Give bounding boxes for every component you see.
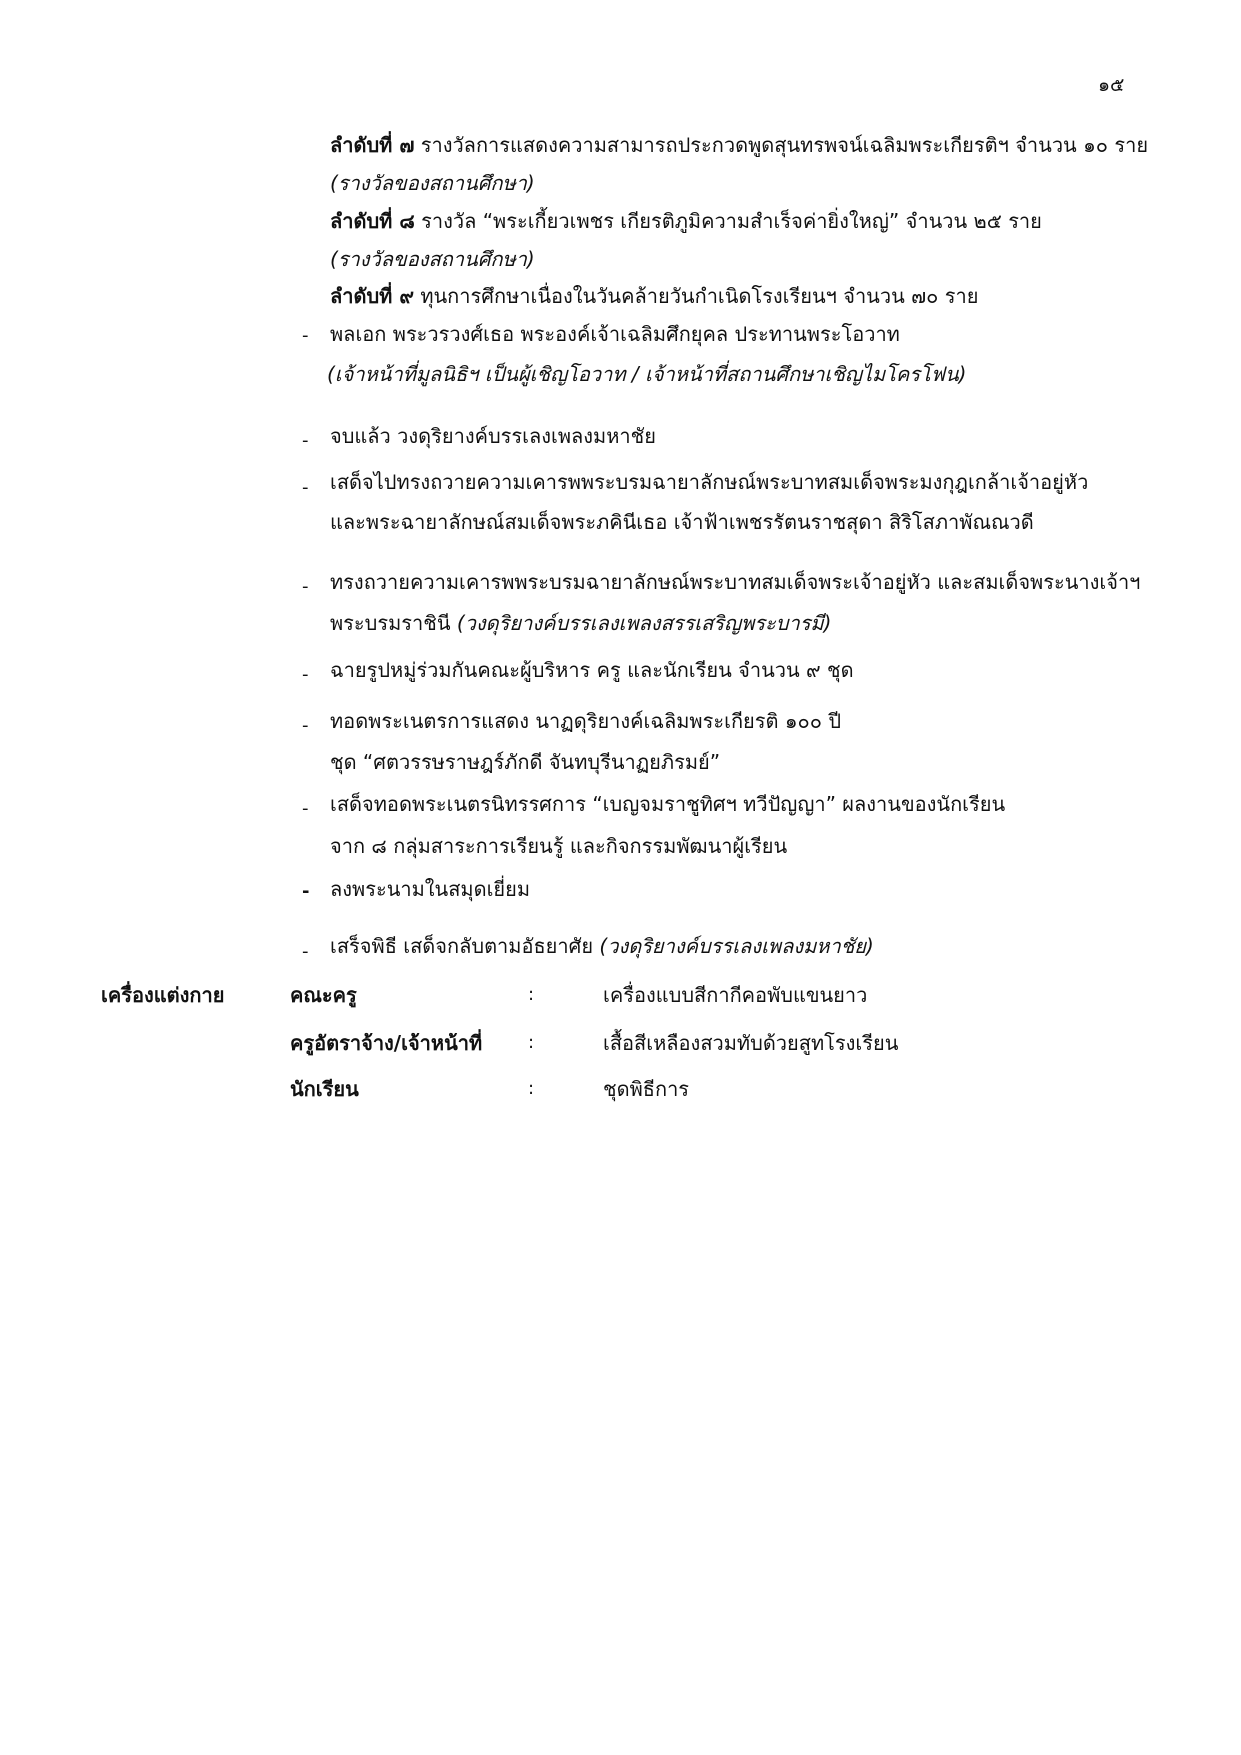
- item-3-text: เสด็จไปทรงถวายความเคารพพระบรมฉายาลักษณ์พระบาทสมเด็จพระมงกุฎเกล้าเจ้าอยู่หัว: [330, 470, 1089, 494]
- dress-row-1-colon: :: [528, 984, 535, 1005]
- award-8-rank: ลำดับที่ ๘: [330, 209, 415, 233]
- dress-code-heading: เครื่องแต่งกาย: [101, 983, 225, 1007]
- dress-row-1-what: เครื่องแบบสีกากีคอพับแขนยาว: [603, 983, 868, 1007]
- item-4-line2: [330, 609, 831, 637]
- item-9-dash: -: [302, 941, 309, 962]
- dress-row-1-who: คณะครู: [290, 983, 357, 1007]
- item-9-line: [330, 932, 874, 960]
- item-4-line2-text: พระบรมราชินี: [330, 611, 457, 635]
- item-2-text: จบแล้ว วงดุริยางค์บรรเลงเพลงมหาชัย: [330, 424, 656, 448]
- dress-row-2-what: เสื้อสีเหลืองสวมทับด้วยสูทโรงเรียน: [603, 1031, 899, 1055]
- award-7-note: (รางวัลของสถานศึกษา): [330, 171, 535, 195]
- item-4-line2-note: (วงดุริยางค์บรรเลงเพลงสรรเสริญพระบารมี): [456, 611, 832, 635]
- item-6-text: ทอดพระเนตรการแสดง นาฏดุริยางค์เฉลิมพระเกียรติ ๑๐๐ ปี: [330, 709, 842, 733]
- item-8-dash: -: [302, 881, 310, 902]
- item-3-line2: และพระฉายาลักษณ์สมเด็จพระภคินีเธอ เจ้าฟ้าเพชรรัตนราชสุดา สิริโสภาพัณณวดี: [330, 510, 1034, 534]
- dress-row-2-who: ครูอัตราจ้าง/เจ้าหน้าที่: [290, 1031, 483, 1055]
- dress-row-3-what: ชุดพิธีการ: [603, 1077, 690, 1101]
- item-1-dash: -: [302, 325, 309, 346]
- item-6-line2: ชุด “ศตวรรษราษฎร์ภักดี จันทบุรีนาฏยภิรมย์”: [330, 750, 721, 774]
- award-9-rank: ลำดับที่ ๙: [330, 284, 414, 308]
- item-1-note: (เจ้าหน้าที่มูลนิธิฯ เป็นผู้เชิญโอวาท / เจ้าหน้าที่สถานศึกษาเชิญไมโครโฟน): [327, 362, 967, 386]
- award-9-line: [330, 282, 978, 310]
- dress-row-3-colon: :: [528, 1078, 535, 1099]
- item-8-text: ลงพระนามในสมุดเยี่ยม: [330, 877, 531, 901]
- dress-row-2-colon: :: [528, 1032, 535, 1053]
- item-7-dash: -: [302, 798, 309, 819]
- dress-row-3-who: นักเรียน: [290, 1077, 359, 1101]
- item-7-line2: จาก ๘ กลุ่มสาระการเรียนรู้ และกิจกรรมพัฒนาผู้เรียน: [330, 834, 788, 858]
- award-8-line: [330, 207, 1042, 235]
- item-4-text: ทรงถวายความเคารพพระบรมฉายาลักษณ์พระบาทสมเด็จพระเจ้าอยู่หัว และสมเด็จพระนางเจ้าฯ: [330, 570, 1141, 594]
- item-1-text: พลเอก พระวรวงศ์เธอ พระองค์เจ้าเฉลิมศึกยุคล ประทานพระโอวาท: [330, 322, 900, 346]
- item-5-text: ฉายรูปหมู่ร่วมกันคณะผู้บริหาร ครู และนักเรียน จำนวน ๙ ชุด: [330, 658, 854, 682]
- page-number: ๑๕: [1098, 74, 1125, 96]
- award-7-rank: ลำดับที่ ๗: [330, 133, 415, 157]
- award-7-line: [330, 131, 1148, 159]
- item-6-dash: -: [302, 715, 309, 736]
- award-8-text: รางวัล “พระเกี้ยวเพชร เกียรติภูมิความสำเร็จค่ายิ่งใหญ่” จำนวน ๒๕ ราย: [414, 209, 1042, 233]
- award-9-text: ทุนการศึกษาเนื่องในวันคล้ายวันกำเนิดโรงเรียนฯ จำนวน ๗๐ ราย: [413, 284, 979, 308]
- item-7-text: เสด็จทอดพระเนตรนิทรรศการ “เบญจมราชูทิศฯ ทวีปัญญา” ผลงานของนักเรียน: [330, 792, 1006, 816]
- item-9-text: เสร็จพิธี เสด็จกลับตามอัธยาศัย: [330, 934, 600, 958]
- item-9-note: (วงดุริยางค์บรรเลงเพลงมหาชัย): [599, 934, 874, 958]
- award-7-text: รางวัลการแสดงความสามารถประกวดพูดสุนทรพจน์เฉลิมพระเกียรติฯ จำนวน ๑๐ ราย: [414, 133, 1149, 157]
- award-8-note: (รางวัลของสถานศึกษา): [330, 247, 535, 271]
- item-3-dash: -: [302, 477, 309, 498]
- item-2-dash: -: [302, 430, 309, 451]
- item-5-dash: -: [302, 664, 309, 685]
- item-4-dash: -: [302, 576, 309, 597]
